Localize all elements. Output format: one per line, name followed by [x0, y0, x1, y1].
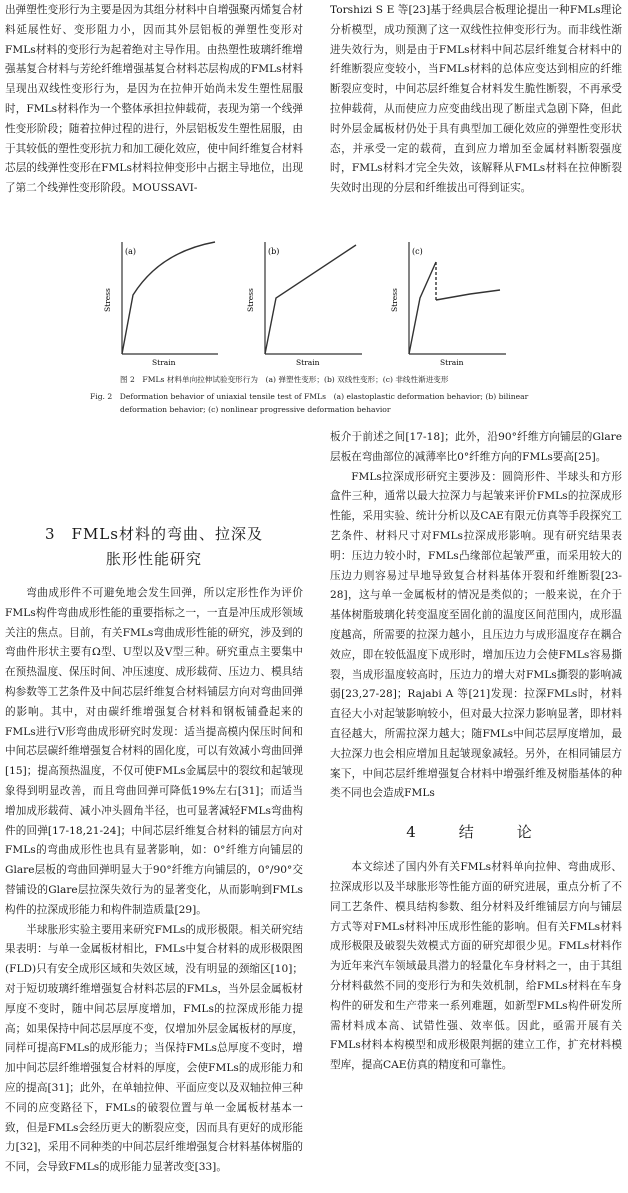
x-axis-label: Strain	[152, 358, 176, 367]
y-axis-label: Stress	[246, 288, 255, 312]
figure-caption-en-cont: deformation behavior; (c) nonlinear progressive deformation behavior	[120, 405, 391, 414]
deformation-curves-figure	[0, 232, 628, 372]
section-title-line: 胀形性能研究	[105, 550, 202, 568]
x-axis-label: Strain	[296, 358, 320, 367]
body-paragraph: Torshizi S E 等[23]基于经典层合板理论提出一种FMLs理论分析模型，成功预测了这一双线性拉伸变形行为。而非线性渐进失效行为，则是由于FMLs材料中间芯层纤维复合材料中的纤维断裂应变较小，当FMLs材料的总体应变达到相应的纤维断裂应变时，中间芯层纤维复合材料发生脆性断裂，不再承受拉伸载荷，从而使应力应变曲线出现了断崖式急剧下降，但此时外层金属板材仍处于具有典型加工硬化效应的弹塑性变形状态，并承受一定的载荷，直到应力增加至金属材料断裂强度时，FMLs材料才完全失效，该解释从FMLs材料在拉伸断裂失效时出现的分层和纤维拔出可得到证实。	[330, 4, 622, 195]
y-axis-label: Stress	[390, 288, 399, 312]
stress-strain-curve	[436, 290, 500, 300]
body-paragraph: 出弹塑性变形行为主要是因为其组分材料中自增强聚丙烯复合材料延展性好、变形阻力小，因而其外层铝板的弹塑性变形对FMLs材料的变形行为起着绝对主导作用。由热塑性玻璃纤维增强基复合材料与芳纶纤维增强基复合材料芯层构成的FMLs材料呈现出双线性变形行为，是因为在拉伸开始尚未发生塑性屈服时，FMLs材料作为一个整体承担拉伸载荷，表现为第一个线弹性变形阶段；随着拉伸过程的进行，外层铝板发生塑性屈服，由于其较低的塑性变形抗力和加工硬化效应，使中间纤维复合材料芯层的线弹性变形在FMLs材料拉伸变形中占据主导地位，出现了第二个线弹性变形阶段。MOUSSAVI-	[5, 4, 303, 195]
panel-label: (a)	[125, 247, 137, 256]
body-paragraph: 弯曲成形件不可避免地会发生回弹，所以定形性作为评价FMLs构件弯曲成形性能的重要指标之一，一直是冲压成形领域关注的焦点。目前，有关FMLs弯曲成形性能的研究，涉及到的弯曲件形状主要有Ω型、U型以及V型三种。研究重点主要集中在预热温度、保压时间、冲压速度、成形载荷、压边力、模具结构参数等工艺条件及中间芯层纤维复合材料铺层方向对弯曲回弹的影响。其中，对由碳纤维增强复合材料和钢板铺叠起来的FMLs进行V形弯曲成形研究时发现：适当提高模内保压时间和中间芯层碳纤维增强复合材料的固化度，可以有效减小弯曲回弹[15]；提高预热温度，不仅可使FMLs金属层中的裂纹和起皱现象得到明显改善，而且弯曲回弹可降低19%左右[31]；而适当增加成形载荷、减小冲头圆角半径，也可显著减轻FMLs弯曲构件的回弹[17-18,21-24]；中间芯层纤维复合材料的铺层方向对FMLs的弯曲成形性也具有显著影响，如：0°纤维方向铺层的Glare层板的弯曲回弹明显大于90°纤维方向铺层的，0°/90°交替铺设的Glare层拉深失效行为的显著变化，从而影响到FMLs构件的拉深成形能力和构件制造质量[29]。	[5, 587, 303, 916]
stress-strain-curve	[265, 245, 356, 354]
body-paragraph: 半球胀形实验主要用来研究FMLs的成形极限。相关研究结果表明：与单一金属板材相比，FMLs中复合材料的成形极限图(FLD)只有安全成形区域和失效区域，没有明显的颈缩区[10]；对于短切玻璃纤维增强复合材料芯层的FMLs，当外层金属板材厚度不变时，随中间芯层厚度增加，FMLs的拉深成形能力提高；如果保持中间芯层厚度不变，仅增加外层金属板材的厚度，同样可提高FMLs的成形能力；当保持FMLs总厚度不变时，增加中间芯层纤维增强复合材料的厚度，会使FMLs的成形能力和应的提高[31]；此外，在单轴拉伸、平面应变以及双轴拉伸三种不同的应变路径下，FMLs的破裂位置与单一金属板材基本一致，但是FMLs会经历更大的断裂应变，因而具有更好的成形能力[32]，采用不同种类的中间芯层纤维增强复合材料基体树脂的不同，会导致FMLs的成形能力显著改变[33]。	[5, 923, 303, 1174]
right-column-top	[330, 1, 622, 199]
stress-strain-curve	[122, 242, 215, 354]
panel-a	[103, 242, 218, 367]
body-paragraph: FMLs拉深成形研究主要涉及：圆筒形件、半球头和方形盒件三种，通常以最大拉深力与起皱来评价FMLs的拉深成形性能，采用实验、统计分析以及CAE有限元仿真等手段探究工艺条件、材料尺寸对FMLs拉深成形影响。现有研究结果表明：压边力较小时，FMLs凸缘部位起皱严重，而采用较大的压边力则容易过早地导致复合材料基体开裂和纤维断裂[23-28]，这与单一金属板材的情况是类似的；一般来说，在介于基体树脂玻璃化转变温度至固化前的温度区间范围内，成形温度越高，所需要的拉深力越小，且压边力与成形温度存在耦合效应，即在较低温度下成形时，增加压边力会使FMLs容易撕裂，当成形温度较高时，压边力的增大对FMLs撕裂的影响减弱[23,27-28]；Rajabi A 等[21]发现：拉深FMLs时，材料直径大小对起皱影响较小，但对最大拉深力影响显著，即材料直径越大，所需拉深力越大；随FMLs中间芯层厚度增加，最大拉深力也会相应增加且起皱现象减轻。另外，在相同铺层方案下，中间芯层纤维增强复合材料中增强纤维及树脂基体的种类不同也会造成FMLs	[330, 470, 622, 800]
right-column-bottom	[330, 428, 622, 1076]
figure-caption-cn: 图 2 FMLs 材料单向拉伸试验变形行为 (a) 弹塑性变形；(b) 双线性变形；(c) 非线性渐进变形	[120, 375, 449, 384]
left-column-top	[5, 1, 303, 199]
section-title-line: 3 FMLs材料的弯曲、拉深及	[45, 525, 263, 543]
panel-b	[246, 242, 362, 367]
y-axis-label: Stress	[103, 288, 112, 312]
body-paragraph: 板介于前述之间[17-18]；此外，沿90°纤维方向铺层的Glare层板在弯曲部位的减薄率比0°纤维方向的FMLs要高[25]。	[330, 431, 622, 463]
body-paragraph: 本文综述了国内外有关FMLs材料单向拉伸、弯曲成形、拉深成形以及半球胀形等性能方面的研究进展，重点分析了不同工艺条件、模具结构参数、组分材料及纤维铺层方向与铺层方式等对FMLs材料冲压成形性能的影响。但有关FMLs材料成形极限及破裂失效模式方面的研究却很少见。FMLs材料作为近年来汽车领域最具潜力的轻量化车身材料之一，由于其组分材料截然不同的变形行为和失效机制，给FMLs材料在车身构件的研发和生产带来一系列难题，如新型FMLs构件研发所需材料成本高、试错性强、效率低。因此，亟需开展有关FMLs材料本构模型和成形极限判据的建立工作，扩充材料模型库，提高CAE仿真的精度和可靠性。	[330, 861, 622, 1072]
panel-label: (b)	[268, 247, 280, 256]
section-4-title: 4 结 论	[406, 823, 546, 842]
figure-caption-en: Fig. 2 Deformation behavior of uniaxial tensile test of FMLs (a) elastoplastic deformation behavior; (b) bilinear	[90, 392, 529, 401]
x-axis-label: Strain	[440, 358, 464, 367]
left-column-bottom	[5, 508, 303, 1178]
section-3-title	[5, 522, 303, 572]
panel-label: (c)	[412, 247, 423, 256]
panel-c	[390, 242, 506, 367]
stress-strain-curve	[409, 262, 436, 354]
